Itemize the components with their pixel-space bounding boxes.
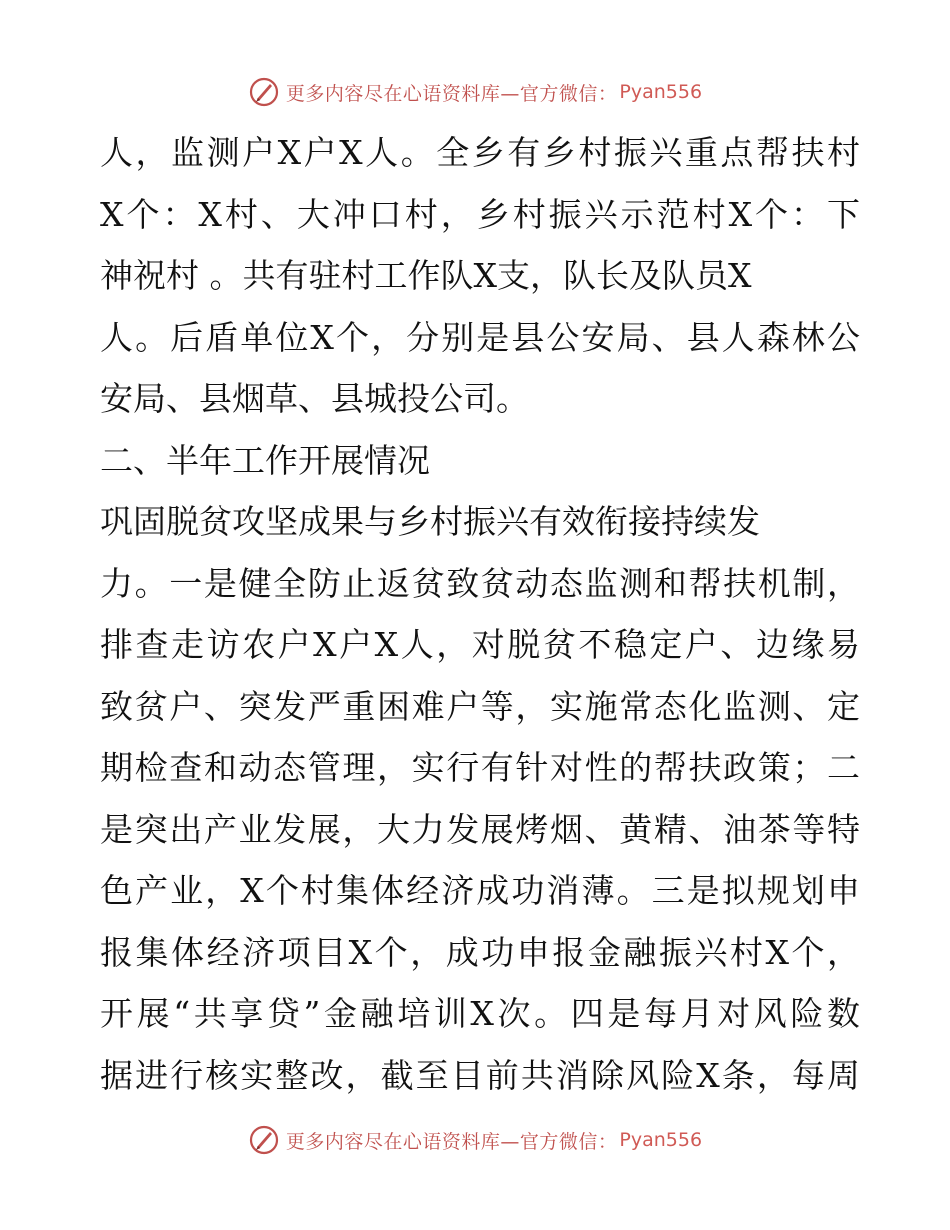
watermark-text: 更多内容尽在心语资料库—官方微信：	[285, 1130, 618, 1153]
text-line: 神祝村 。共有驻村工作队X支，队长及队员X	[100, 256, 752, 295]
text-line: 人，监测户X户X人。全乡有乡村振兴重点帮扶村	[100, 133, 860, 172]
quill-pen-circle-icon	[248, 1124, 280, 1156]
text-line: 力。一是健全防止返贫致贫动态监测和帮扶机制，	[100, 563, 860, 603]
header-watermark	[0, 72, 950, 112]
text-line: 安局、县烟草、县城投公司。	[100, 379, 529, 418]
text-line: 色产业，X个村集体经济成功消薄。三是拟规划申	[100, 871, 860, 910]
text-line: X个：X村、大冲口村，乡村振兴示范村X个：下	[100, 194, 860, 234]
section-heading: 二、半年工作开展情况	[100, 440, 430, 480]
quill-pen-circle-icon	[248, 76, 280, 108]
text-line: 开展“共享贷”金融培训X次。四是每月对风险数	[100, 994, 860, 1033]
footer-watermark	[0, 1120, 950, 1160]
text-line: 巩固脱贫攻坚成果与乡村振兴有效衔接持续发	[100, 502, 760, 541]
text-line: 期检查和动态管理，实行有针对性的帮扶政策；二	[100, 748, 860, 787]
text-line: 据进行核实整改，截至目前共消除风险X条，每周	[100, 1055, 860, 1095]
text-line: 是突出产业发展，大力发展烤烟、黄精、油茶等特	[100, 809, 860, 849]
document-body	[100, 122, 860, 1106]
watermark-wechat-id: Pyan556	[619, 81, 703, 103]
text-line: 人。后盾单位X个，分别是县公安局、县人森林公	[100, 317, 860, 357]
watermark-text: 更多内容尽在心语资料库—官方微信：	[285, 82, 618, 105]
text-line: 报集体经济项目X个，成功申报金融振兴村X个，	[100, 932, 860, 972]
watermark-wechat-id: Pyan556	[619, 1129, 703, 1151]
text-line: 致贫户、突发严重困难户等，实施常态化监测、定	[100, 686, 860, 726]
text-line: 排查走访农户X户X人，对脱贫不稳定户、边缘易	[100, 625, 860, 664]
